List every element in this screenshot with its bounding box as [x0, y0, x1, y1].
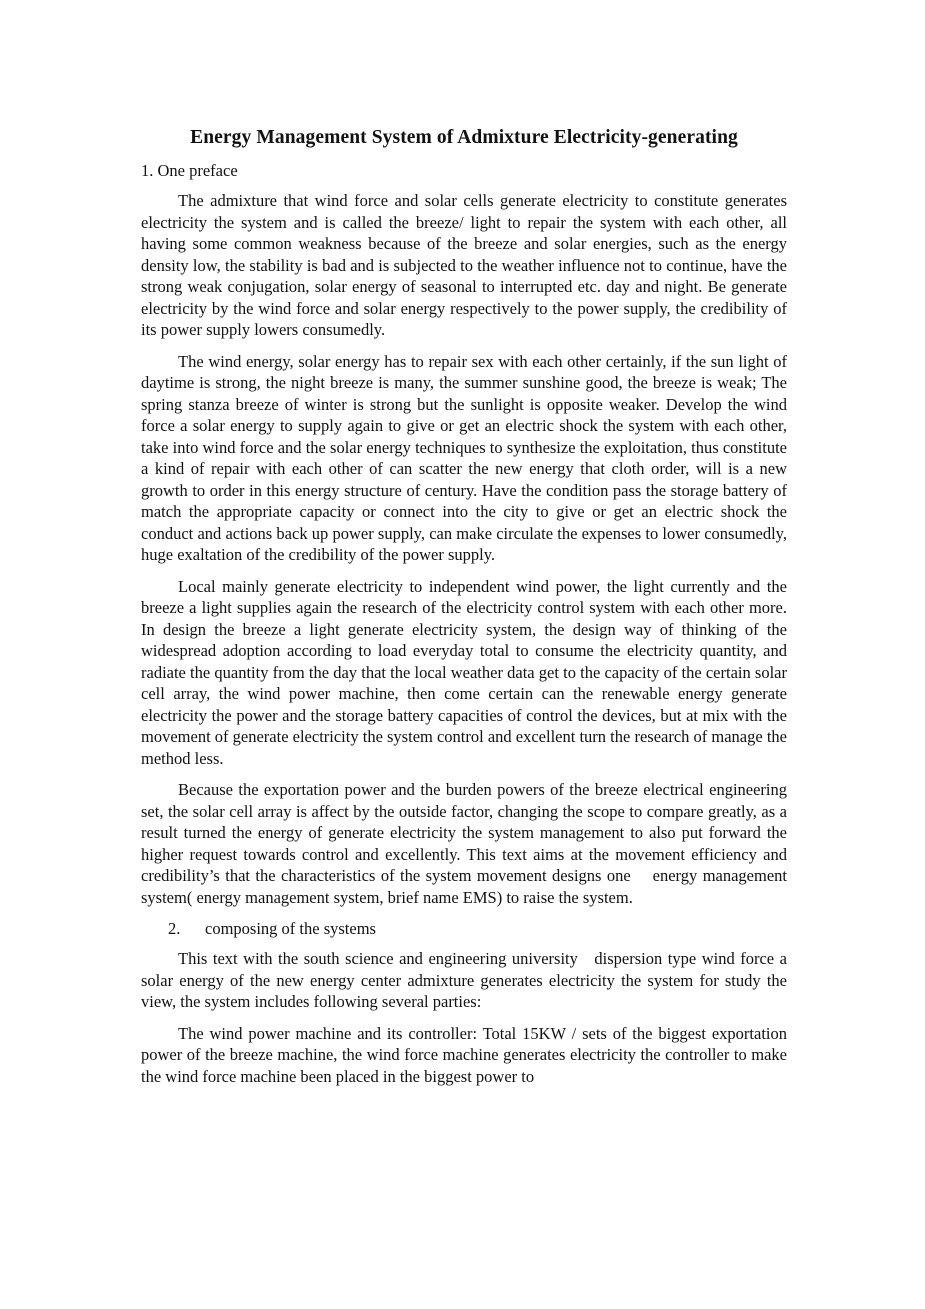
- section-heading-text: composing of the systems: [205, 919, 376, 938]
- paragraph: The wind energy, solar energy has to repair sex with each other certainly, if the sun light of daytime is strong, the night breeze is many, the summer sunshine good, the breeze is weak; The spring stanza breeze of winter is strong but the sunlight is opposite weaker. Develop the wind force a solar energy to supply again to give or get an electric shock the system with each other, take into wind force and the solar energy techniques to synthesize the exploitation, thus constitute a kind of repair with each other of can scatter the new energy that cloth order, will is a new growth to order in this energy structure of century. Have the condition pass the storage battery of match the appropriate capacity or connect into the city to give or get an electric shock the conduct and actions back up power supply, can make circulate the expenses to lower consumedly, huge exaltation of the credibility of the power supply.: [141, 351, 787, 564]
- section-system-composition: [141, 918, 787, 1087]
- paragraph: This text with the south science and engineering university dispersion type wind force a solar energy of the new energy center admixture generates electricity the system for study the view, the system includes following several parties:: [141, 949, 787, 1011]
- paragraph: The admixture that wind force and solar cells generate electricity to constitute generates electricity the system and is called the breeze/ light to repair the system with each other, all having some common weakness because of the breeze and solar energies, such as the energy density low, the stability is bad and is subjected to the weather influence not to continue, have the strong weak conjugation, solar energy of seasonal to interrupted etc. day and night. Be generate electricity by the wind force and solar energy respectively to the power supply, the credibility of its power supply lowers consumedly.: [141, 191, 787, 339]
- document-title: Energy Management System of Admixture Electricity-generating: [190, 127, 738, 148]
- paragraph: Because the exportation power and the burden powers of the breeze electrical engineering set, the solar cell array is affect by the outside factor, changing the scope to compare greatly, as a result turned the energy of generate electricity the system management to also put forward the higher request towards control and excellently. This text aims at the movement efficiency and credibility’s that the characteristics of the system movement designs one energy management system( energy management system, brief name EMS) to raise the system.: [141, 780, 787, 907]
- paragraph: The wind power machine and its controller: Total 15KW / sets of the biggest exportation power of the breeze machine, the wind force machine generates electricity the controller to make the wind force machine been placed in the biggest power to: [141, 1023, 787, 1086]
- section-number: 2.: [168, 919, 181, 938]
- document-page: [141, 122, 787, 1097]
- section-preface: [141, 160, 787, 908]
- section-heading: 1. One preface: [141, 161, 238, 180]
- section-heading: [141, 918, 787, 940]
- paragraph: Local mainly generate electricity to independent wind power, the light currently and the breeze a light supplies again the research of the electricity control system with each other more. In design the breeze a light generate electricity system, the design way of thinking of the widespread adoption according to load everyday total to consume the electricity quantity, and radiate the quantity from the day that the local weather data get to the capacity of the certain solar cell array, the wind power machine, then come certain can the renewable energy generate electricity the power and the storage battery capacities of control the devices, but at mix with the movement of generate electricity the system control and excellent turn the research of manage the method less.: [141, 576, 787, 768]
